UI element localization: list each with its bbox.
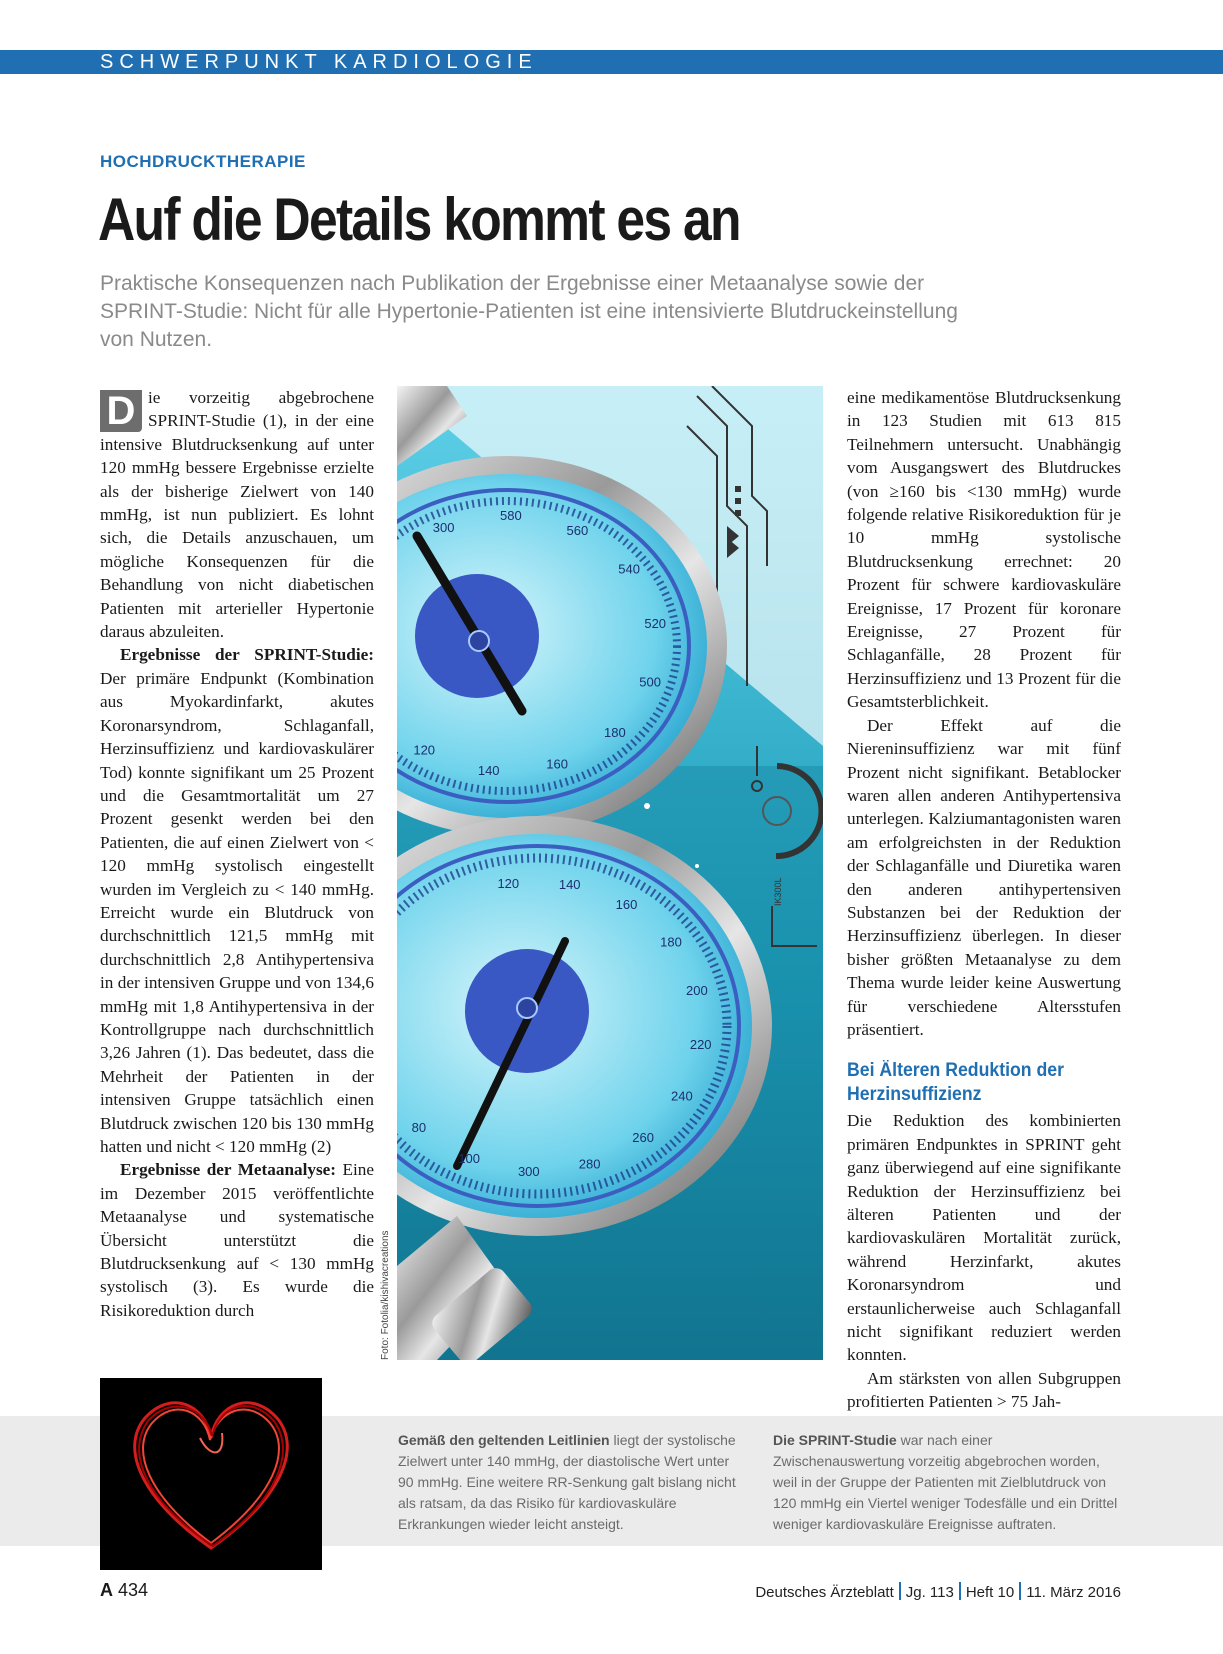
gauge-tick-label: 140 [477,763,500,778]
gauge-tick-label: 180 [660,934,682,950]
journal-name: Deutsches Ärzteblatt [755,1584,894,1601]
section-label: SCHWERPUNKT KARDIOLOGIE [100,51,538,73]
paragraph-metaanalysis: Ergebnisse der Metaanalyse: Eine im Dezember 2015 veröffentlichte Metaanalyse und systematische Übersicht unterstützt die Blutdrucksenkung auf < 130 mmHg systolisch (3). Es wurde die Risikoreduktion durch [100,1160,374,1320]
gauge-tick-label: 520 [644,616,667,631]
heart-image [100,1378,322,1570]
paragraph-effects: Der Effekt auf die Niereninsuffizienz war mit fünf Prozent nicht signifikant. Betablocker waren allen anderen Antihypertensiva unterlegen. Kalziumantagonisten waren am erfolgreichsten in der Reduktion der Schlaganfälle und Diuretika waren den anderen antihypertensiven Substanzen bei der Reduktion der Herzinsuffizienz überlegen. In dieser bisher größten Metaanalyse zu dem Thema wurde leider keine Auswertung für verschiedene Altersstufen präsentiert. [847,715,1121,1039]
gauge-tick-label: 200 [686,983,708,999]
paragraph-elderly: Die Reduktion des kombinierten primären Endpunktes in SPRINT geht ganz überwiegend auf eine signifikante Reduktion der Herzinsuffizienz bei älteren Patienten und der kardiovaskulären Mortalität zurück, während Herzinfarkt, akutes Koronarsyndrom und erstaunlicherweise auch Schlaganfall nicht signifikant reduziert werden konnten. [847,1111,1121,1365]
caption-guidelines: Gemäß den geltenden Leitlinien liegt der systolische Zielwert unter 140 mmHg, der diastolische Wert unter 90 mmHg. Eine weitere RR-Senkung galt bislang nicht als ratsam, da das Risiko für kardiovaskuläre Erkrankungen wieder leicht ansteigt. [398,1432,736,1532]
gauge-tick-label: 140 [558,876,581,892]
gauge-tick-label: 180 [604,724,626,740]
panel-code: IK300L [773,877,783,906]
gauge-tick-label: 300 [517,1163,540,1179]
gauge-tick-label: 260 [632,1130,654,1146]
gauge-tick-label: 160 [615,897,638,913]
gauge-tick-label: 540 [618,561,640,577]
kicker: HOCHDRUCKTHERAPIE [100,152,306,171]
photo-credit: Foto: Fotolia/kishivacreations [380,1230,391,1360]
journal-issue: Heft 10 [965,1584,1015,1601]
caption-sprint: Die SPRINT-Studie war nach einer Zwischenauswertung vorzeitig abgebrochen worden, weil in der Gruppe der Patienten mit Zielblutdruck von 120 mmHg ein Viertel weniger Todesfälle und ein Drittel weniger kardiovaskuläre Ereignisse auftraten. [773,1432,1118,1532]
gauge-tick-label: 240 [671,1088,693,1104]
gauge-tick-label: 580 [500,508,522,523]
text-column-right [847,386,1121,1414]
headline: Auf die Details kommt es an [98,186,740,253]
runin-metaanalysis: Ergebnisse der Metaanalyse: [120,1160,337,1180]
gauge-tick-label: 300 [432,520,455,535]
gauge-tick-label: 120 [497,876,520,892]
gauge-tick-label: 280 [578,1156,601,1172]
journal-date: 11. März 2016 [1026,1584,1121,1601]
lead-paragraph: Praktische Konsequenzen nach Publikation der Ergebnisse einer Metaanalyse sowie der SPRINT-Studie: Nicht für alle Hypertonie-Patienten ist eine intensivierte Blutdruckeinstellung von Nutzen. [100,272,958,351]
journal-volume: Jg. 113 [905,1584,954,1601]
gauge-tick-label: 120 [413,742,436,758]
gauge-illustration-svg [397,386,823,1360]
section-band [0,50,1223,74]
blood-pressure-gauge-illustration [397,386,823,1360]
subheading: Bei Älteren Reduktion der Herzinsuffizienz [847,1060,1064,1106]
journal-footer [755,1582,1121,1601]
gauge-tick-label: 80 [411,1120,427,1136]
paragraph-risk-reduction: eine medikamentöse Blutdrucksenkung in 123 Studien mit 613 815 Teilnehmern untersucht. Unabhängig vom Ausgangswert des Blutdruckes (von ≥160 bis <130 mmHg) wurde folgende relative Risikoreduktion für je 10 mmHg systolische Blutdrucksenkung errechnet: 20 Prozent für schwere kardiovaskuläre Ereignisse, 17 Prozent für koronare Ereignisse, 27 Prozent für Schlaganfälle, 28 Prozent für Herzinsuffizienz und 13 Prozent für die Gesamtsterblichkeit. [847,388,1121,712]
gauge-tick-label: 220 [689,1037,712,1052]
gauge-tick-label: 560 [566,523,589,538]
paragraph-sprint: Ergebnisse der SPRINT-Studie: Der primäre Endpunkt (Kombination aus Myokardinfarkt, akutes Koronarsyndrom, Schlaganfall, Herzinsuffizienz und kardiovaskulärer Tod) konnte signifikant um 25 Prozent und die Gesamtmortalität um 27 Prozent gesenkt werden bei den Patienten, die auf einen Zielwert von < 120 mmHg systolisch eingestellt wurden im Vergleich zu < 140 mmHg. Erreicht wurde ein Blutdruck von durchschnittlich 121,5 mmHg mit durchschnittlich 2,8 Antihypertensiva in der intensiven Gruppe und von 134,6 mmHg mit 1,8 Antihypertensiva in der Kontrollgruppe nach durchschnittlich 3,26 Jahren (1). Das bedeutet, dass die Mehrheit der Patienten in der intensiven Gruppe tatsächlich einen Blutdruck zwischen 120 bis 130 mmHg hatten und nicht < 120 mmHg (2) [100,645,374,1156]
heart-icon [100,1378,322,1570]
gauge-tick-label: 500 [639,674,661,690]
sparkle [644,803,650,809]
separator [899,1582,901,1600]
paragraph-subgroups: Am stärksten von allen Subgruppen profitierten Patienten > 75 Jah- [847,1368,1121,1412]
drop-cap: D [100,390,142,432]
text-column-left [100,386,374,1322]
gauge-tick-label: 160 [546,756,568,772]
paragraph-intro: D ie vorzeitig abgebrochene SPRINT-Studie (1), in der eine intensive Blutdrucksenkung auf unter 120 mmHg bessere Ergebnisse erzielte als der bisherige Zielwert von 140 mmHg, ist nun publiziert. Es lohnt sich, die Details anzuschauen, um mögliche Konsequenzen für die Behandlung von nicht diabetischen Patienten mit arterieller Hypertonie daraus abzuleiten. [100,388,374,642]
page-number: A 434 [100,1580,149,1600]
gauge-tick-label: 100 [458,1151,480,1167]
runin-sprint: Ergebnisse der SPRINT-Studie: [120,645,374,665]
